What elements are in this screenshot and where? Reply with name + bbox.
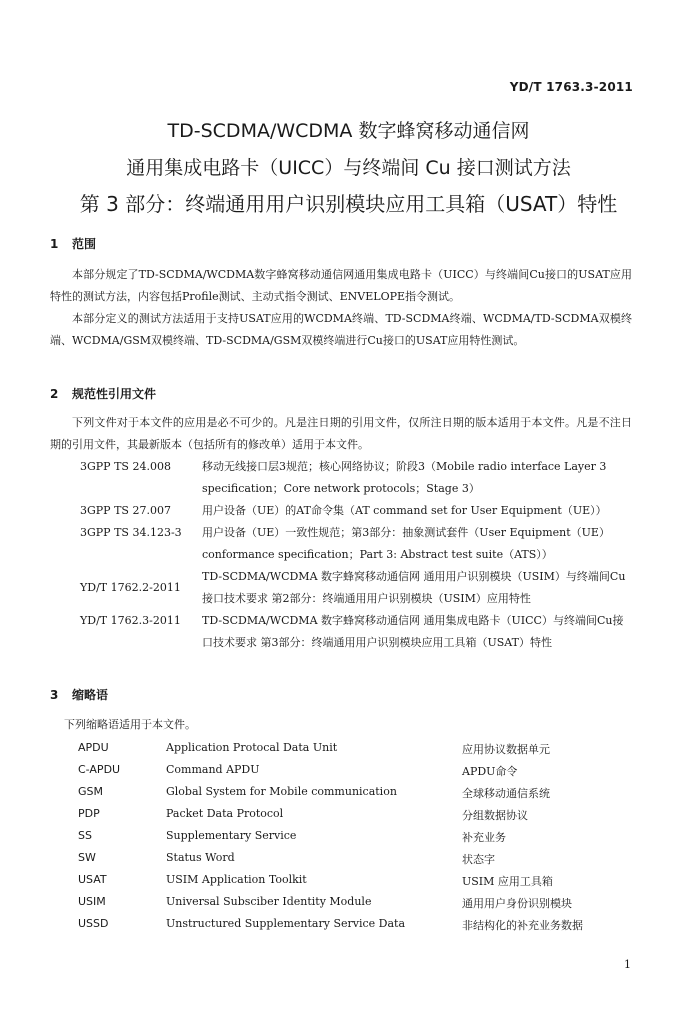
reference-text: TD-SCDMA/WCDMA 数字蜂窝移动通信网 通用集成电路卡（UICC）与终端间Cu接口技术要求 第3部分：终端通用用户识别模块应用工具箱（USAT）特性 <box>202 614 624 649</box>
reference-id: 3GPP TS 24.008 <box>80 460 171 473</box>
abbreviation: USIM <box>78 895 106 908</box>
abbreviation-row <box>0 917 697 939</box>
reference-text: 移动无线接口层3规范；核心网络协议；阶段3（Mobile radio interface Layer 3 specification；Core network protocols；Stage 3） <box>202 460 607 495</box>
abbreviation-english: Status Word <box>166 851 235 864</box>
reference-text: 用户设备（UE）的AT命令集（AT command set for User Equipment（UE）） <box>202 504 607 517</box>
section-title: 规范性引用文件 <box>72 387 157 401</box>
reference-id: YD/T 1762.3-2011 <box>80 614 181 627</box>
abbreviation: GSM <box>78 785 103 798</box>
section-number: 3 <box>50 688 59 702</box>
abbreviation-english: Universal Subsciber Identity Module <box>166 895 372 908</box>
scope-paragraph-2: 本部分定义的测试方法适用于支持USAT应用的WCDMA终端、TD-SCDMA终端、WCDMA/TD-SCDMA双模终端、WCDMA/GSM双模终端、TD-SCDMA/GSM双模终端进行Cu接口的USAT应用特性测试。 <box>50 312 632 347</box>
reference-id: 3GPP TS 34.123-3 <box>80 526 182 539</box>
abbreviation-row <box>0 741 697 763</box>
document-title-line-1: TD-SCDMA/WCDMA 数字蜂窝移动通信网 <box>167 120 530 142</box>
reference-text: 用户设备（UE）一致性规范；第3部分：抽象测试套件（User Equipment（UE）conformance specification；Part 3: Abstract test suite（ATS）） <box>202 526 610 561</box>
abbreviation: PDP <box>78 807 100 820</box>
abbreviation: USSD <box>78 917 109 930</box>
abbreviation: SW <box>78 851 96 864</box>
abbreviation-chinese: 非结构化的补充业务数据 <box>462 919 583 932</box>
abbreviation-row <box>0 807 697 829</box>
abbreviation: USAT <box>78 873 107 886</box>
abbreviation-chinese: USIM 应用工具箱 <box>462 875 553 888</box>
abbreviation-chinese: 状态字 <box>462 853 495 866</box>
section-number: 1 <box>50 237 59 251</box>
abbreviation-english: Command APDU <box>166 763 260 776</box>
abbreviation-english: Application Protocal Data Unit <box>166 741 338 754</box>
document-title-line-2: 通用集成电路卡（UICC）与终端间 Cu 接口测试方法 <box>126 157 571 179</box>
section-heading-abbreviations <box>50 686 108 703</box>
abbreviation-row <box>0 851 697 873</box>
abbreviation-english: Packet Data Protocol <box>166 807 284 820</box>
section-title: 范围 <box>72 237 97 251</box>
abbreviation-row <box>0 873 697 895</box>
abbreviation: SS <box>78 829 92 842</box>
abbreviation-row <box>0 895 697 917</box>
abbreviation-english: Unstructured Supplementary Service Data <box>166 917 405 930</box>
section-title: 缩略语 <box>72 688 109 702</box>
document-title-line-3: 第 3 部分：终端通用用户识别模块应用工具箱（USAT）特性 <box>79 192 618 216</box>
section-heading-normative-references <box>50 385 156 402</box>
abbreviation-english: Global System for Mobile communication <box>166 785 397 798</box>
section-heading-scope <box>50 235 96 252</box>
abbreviation: C-APDU <box>78 763 121 776</box>
abbreviation-english: Supplementary Service <box>166 829 297 842</box>
abbreviation: APDU <box>78 741 109 754</box>
abbreviation-row <box>0 763 697 785</box>
abbreviation-chinese: APDU命令 <box>462 765 518 778</box>
reference-id: 3GPP TS 27.007 <box>80 504 171 517</box>
abbreviations-intro: 下列缩略语适用于本文件。 <box>64 718 196 731</box>
page-number: 1 <box>624 958 631 971</box>
reference-text: TD-SCDMA/WCDMA 数字蜂窝移动通信网 通用用户识别模块（USIM）与终端间Cu接口技术要求 第2部分：终端通用用户识别模块（USIM）应用特性 <box>202 570 626 605</box>
abbreviation-chinese: 补充业务 <box>462 831 506 844</box>
standard-number: YD/T 1763.3-2011 <box>509 80 633 94</box>
abbreviation-row <box>0 829 697 851</box>
abbreviation-chinese: 通用用户身份识别模块 <box>462 897 572 910</box>
reference-id: YD/T 1762.2-2011 <box>80 581 181 594</box>
abbreviation-chinese: 全球移动通信系统 <box>462 787 550 800</box>
abbreviation-row <box>0 785 697 807</box>
references-intro: 下列文件对于本文件的应用是必不可少的。凡是注日期的引用文件，仅所注日期的版本适用于本文件。凡是不注日期的引用文件，其最新版本（包括所有的修改单）适用于本文件。 <box>50 416 632 451</box>
abbreviation-english: USIM Application Toolkit <box>166 873 307 886</box>
scope-paragraph-1: 本部分规定了TD-SCDMA/WCDMA数字蜂窝移动通信网通用集成电路卡（UICC）与终端间Cu接口的USAT应用特性的测试方法，内容包括Profile测试、主动式指令测试、ENVELOPE指令测试。 <box>50 268 632 303</box>
section-number: 2 <box>50 387 59 401</box>
abbreviation-chinese: 应用协议数据单元 <box>462 743 550 756</box>
abbreviation-chinese: 分组数据协议 <box>462 809 528 822</box>
